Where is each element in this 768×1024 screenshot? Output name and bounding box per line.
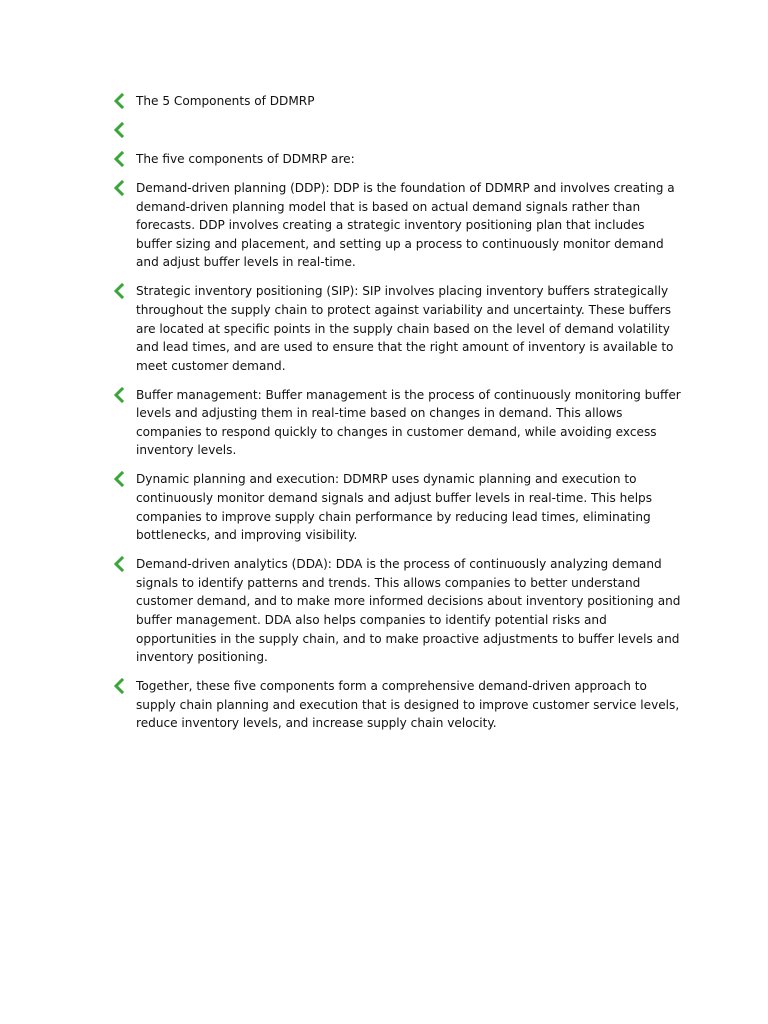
list-item-dynamic-planning: [112, 470, 682, 544]
list-item-text: Dynamic planning and execution: DDMRP uses dynamic planning and execution to continuously monitor demand signals and adjust buffer levels in real-time. This helps companies to improve supply chain performance by reducing lead times, eliminating bottlenecks, and improving visibility.: [136, 472, 653, 543]
chevron-left-icon: [112, 93, 126, 109]
chevron-left-icon: [112, 678, 126, 694]
list-item-text: The 5 Components of DDMRP: [136, 94, 315, 108]
list-item-text: Together, these five components form a comprehensive demand-driven approach to supply chain planning and execution that is designed to improve customer service levels, reduce inventory levels, and increase supply chain velocity.: [136, 679, 680, 731]
list-item-sip: [112, 282, 682, 375]
list-item-text: [136, 121, 682, 140]
chevron-left-icon: [112, 387, 126, 403]
list-item-buffer-management: [112, 386, 682, 460]
list-item-text: The five components of DDMRP are:: [136, 151, 355, 166]
chevron-left-icon: [112, 151, 126, 167]
bullet-list: [112, 92, 682, 743]
list-item-summary: [112, 677, 682, 733]
list-item-intro: [112, 150, 682, 169]
list-item-text: Buffer management: Buffer management is the process of continuously monitoring buffer levels and adjusting them in real-time based on changes in demand. This allows companies to respond quickly to changes in customer demand, while avoiding excess inventory levels.: [136, 387, 681, 458]
list-item-dda: [112, 555, 682, 667]
chevron-left-icon: [112, 283, 126, 299]
list-item-text: Demand-driven planning (DDP): DDP is the foundation of DDMRP and involves creating a demand-driven planning model that is based on actual demand signals rather than forecasts. DDP involves creating a strategic inventory positioning plan that includes buffer sizing and placement, and setting up a process to continuously monitor demand and adjust buffer levels in real-time.: [136, 180, 675, 270]
list-item-text: Demand-driven analytics (DDA): DDA is the process of continuously analyzing demand signals to identify patterns and trends. This allows companies to better understand customer demand, and to make more informed decisions about inventory positioning and buffer management. DDA also helps companies to identify potential risks and opportunities in the supply chain, and to make proactive adjustments to buffer levels and inventory positioning.: [136, 557, 681, 665]
list-item-ddp: [112, 179, 682, 272]
list-item-text: Strategic inventory positioning (SIP): SIP involves placing inventory buffers strategically throughout the supply chain to protect against variability and uncertainty. These buffers are located at specific points in the supply chain based on the level of demand volatility and lead times, and are used to ensure that the right amount of inventory is available to meet customer demand.: [136, 284, 674, 373]
chevron-left-icon: [112, 180, 126, 196]
chevron-left-icon: [112, 556, 126, 572]
chevron-left-icon: [112, 471, 126, 487]
chevron-left-icon: [112, 122, 126, 138]
list-item-empty: [112, 121, 682, 140]
list-item-title: [112, 92, 682, 111]
